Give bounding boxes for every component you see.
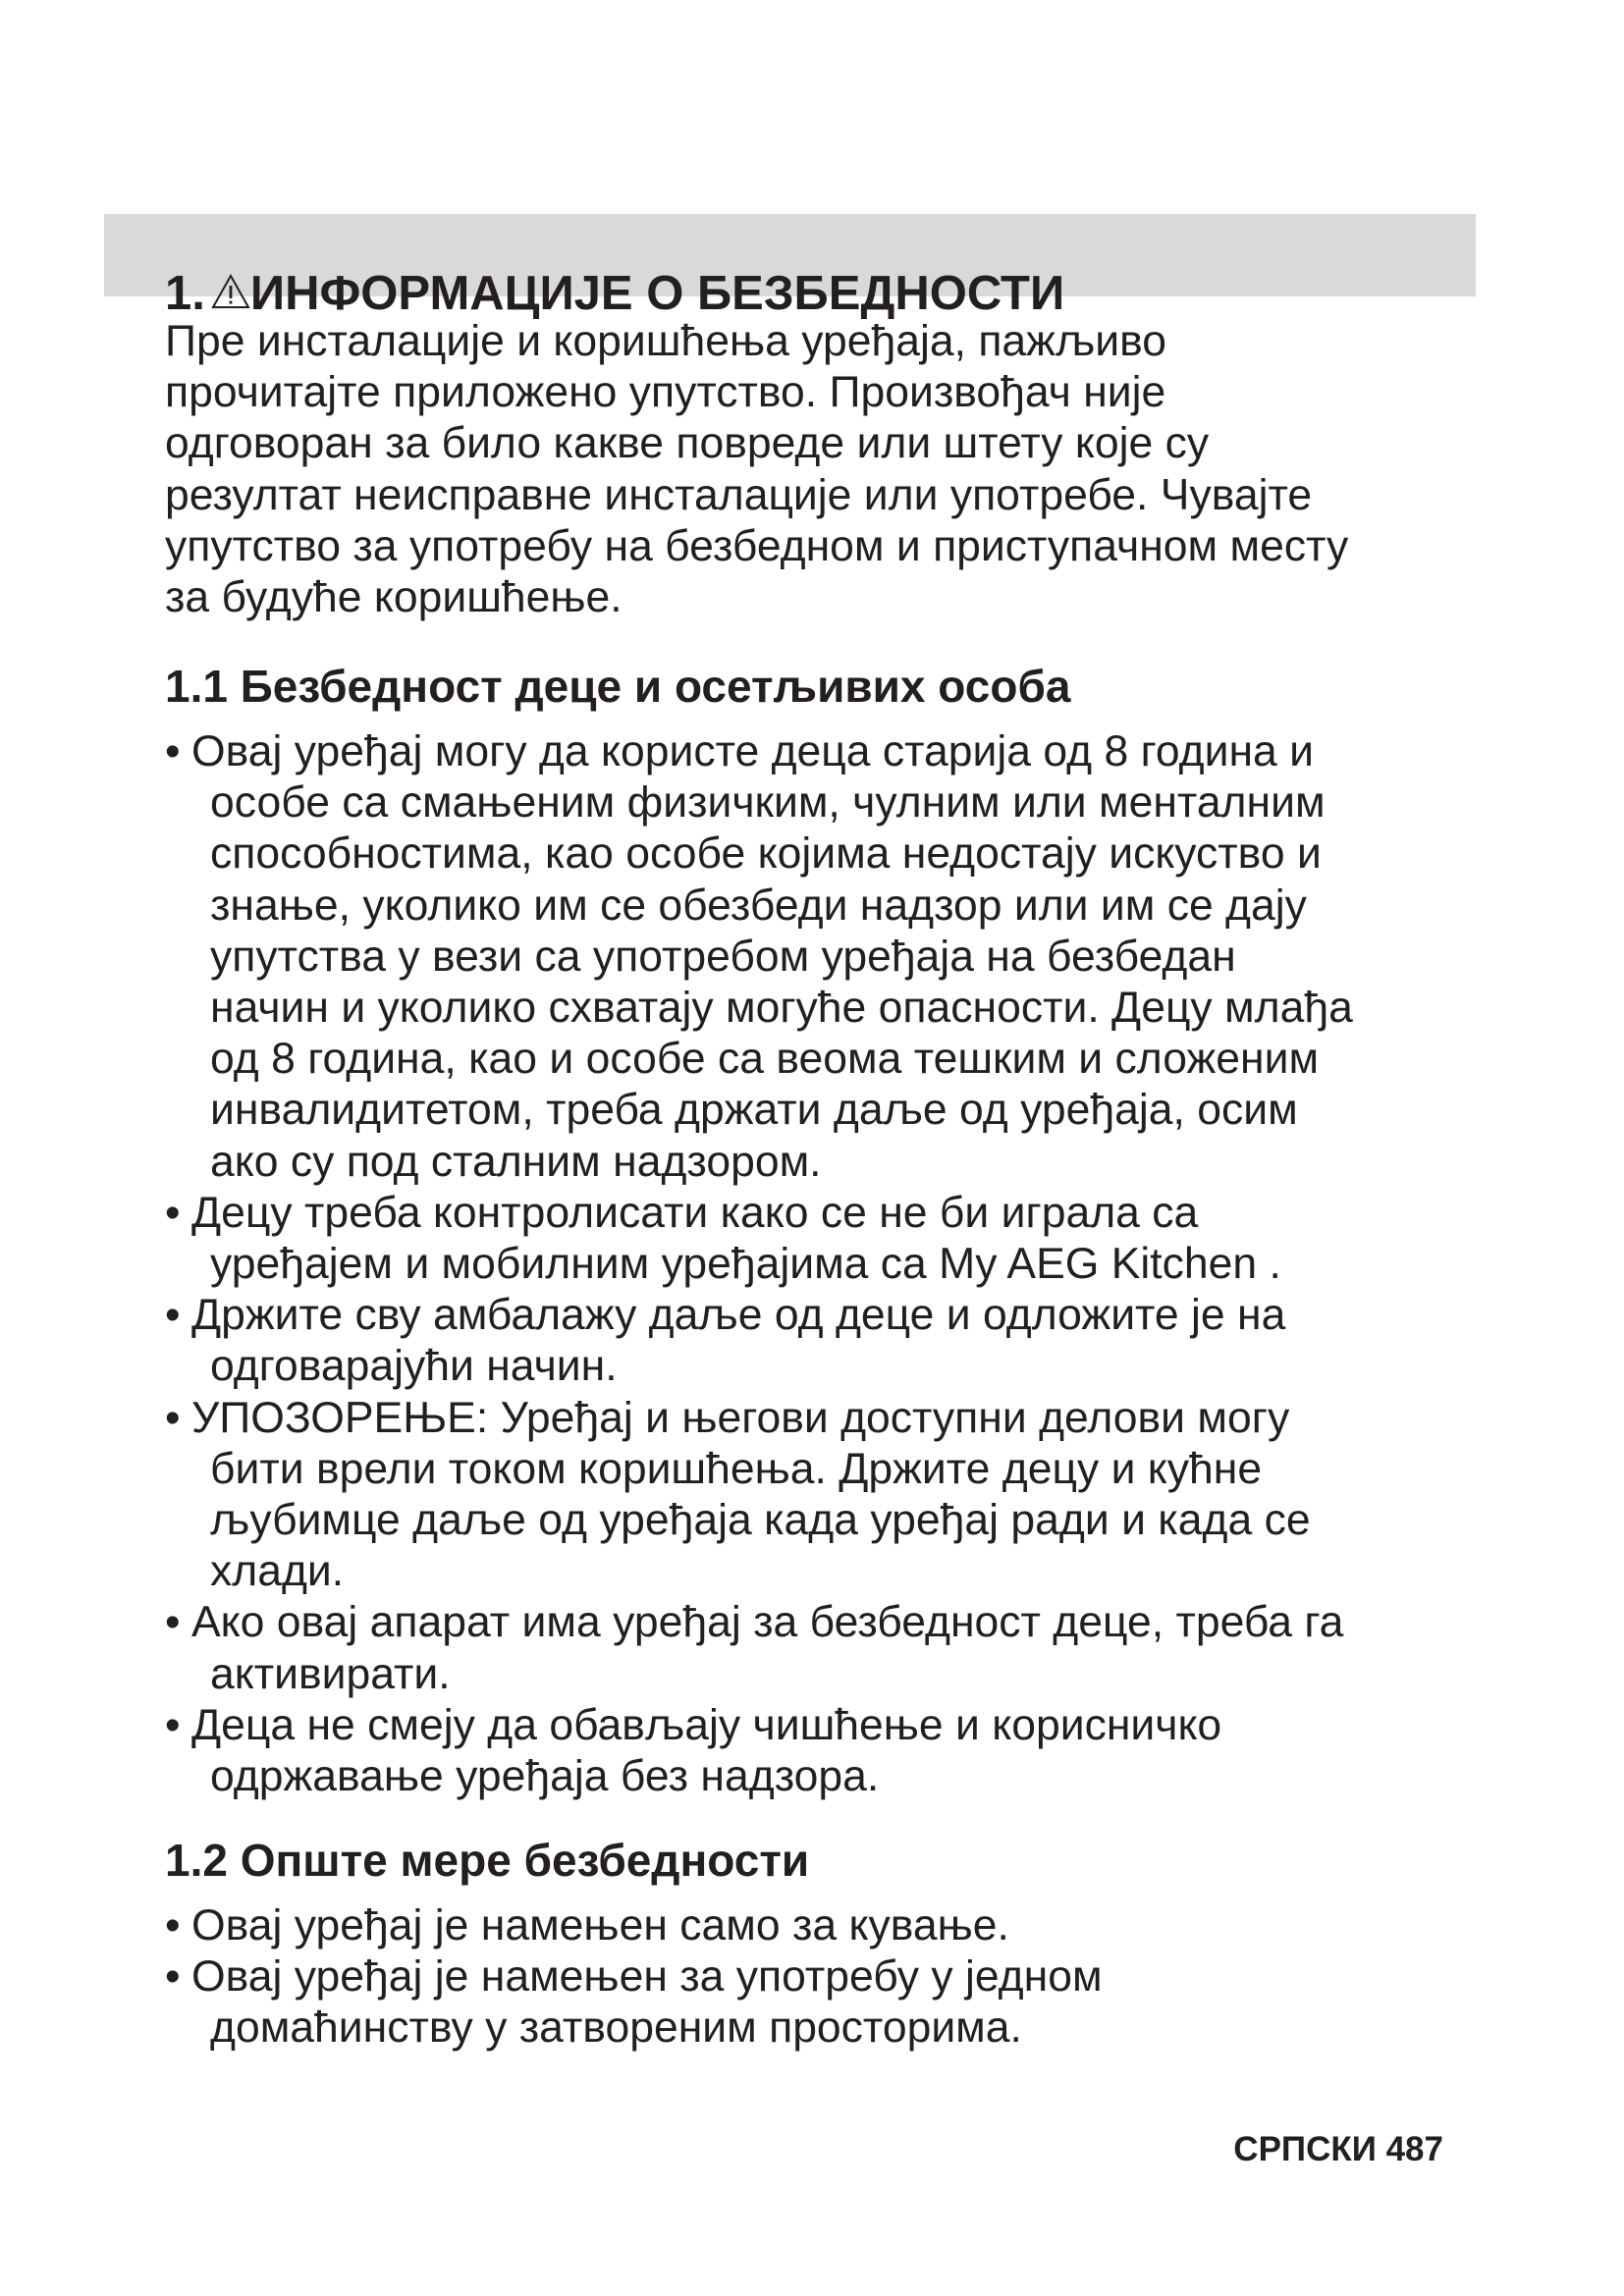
intro-line: прочитајте приложено упутство. Произвођач није [165, 368, 1166, 417]
list-item-line: Овај уређај је намењен за употребу у једном [191, 1952, 1103, 2002]
bullet-icon: • [165, 1393, 181, 1442]
list-item-line: љубимце даље од уређаја када уређај ради и када се [210, 1496, 1311, 1545]
intro-line: одговоран за било какве повреде или штету које су [165, 419, 1210, 468]
intro-line: Пре инсталације и коришћења уређаја, пажљиво [165, 317, 1167, 365]
subsection-heading-general-safety: 1.2 Опште мере безбедности [165, 1835, 810, 1886]
list-item [165, 1900, 1481, 1951]
list-item-line: домаћинству у затвореним просторима. [210, 2003, 1022, 2053]
list-item [165, 1290, 1481, 1392]
list-item-line: бити врели током коришћења. Држите децу и кућне [210, 1444, 1263, 1493]
list-item [165, 1597, 1481, 1699]
list-item-line: Овај уређај је намењен само за кување. [191, 1901, 1009, 1949]
bullet-icon: • [165, 1901, 181, 1949]
warning-triangle-icon [211, 274, 250, 309]
list-item-line: ако су под сталним надзором. [210, 1137, 822, 1186]
list-item [165, 1951, 1481, 2054]
list-item-line: хлади. [210, 1547, 345, 1596]
list-item-line: Овај уређај могу да користе деца старија од 8 година и [191, 727, 1314, 775]
list-item-line: инвалидитетом, треба држати даље од уређаја, осим [210, 1086, 1298, 1135]
list-item-line: одржавање уређаја без надзора. [210, 1752, 880, 1801]
list-item-line: Ако овај апарат има уређај за безбедност деце, треба га [191, 1598, 1344, 1647]
list-item-line: уређајем и мобилним уређајима са My AEG Kitchen . [210, 1240, 1281, 1289]
list-item-line: Деца не смеју да обављају чишћење и корисничко [191, 1700, 1222, 1749]
bullet-icon: • [165, 727, 181, 775]
list-item-line: Држите сву амбалажу даље од деце и одложите је на [191, 1291, 1286, 1340]
bullet-icon: • [165, 1188, 181, 1237]
page-title [165, 264, 1064, 323]
intro-line: упутство за употребу на безбедном и приступачном месту [165, 521, 1349, 570]
list-item-line: одговарајући начин. [210, 1342, 618, 1391]
list-item-line: Децу треба контролисати како се не би играла са [191, 1188, 1199, 1237]
list-item-line: УПОЗОРЕЊЕ: Уређај и његови доступни делови могу [191, 1393, 1290, 1442]
general-safety-list [165, 1900, 1481, 2055]
intro-line: резултат неисправне инсталације или употребе. Чувајте [165, 470, 1313, 519]
bullet-icon: • [165, 1700, 181, 1749]
children-safety-list [165, 726, 1481, 1802]
intro-line: за будуће коришћење. [165, 573, 623, 622]
list-item-line: од 8 година, као и особе са веома тешким и сложеним [210, 1035, 1320, 1084]
section-number: 1. [165, 266, 205, 320]
list-item-line: особе са смањеним физичким, чулним или менталним [210, 778, 1326, 828]
bullet-icon: • [165, 1291, 181, 1340]
page-number-footer: СРПСКИ 487 [1233, 2130, 1443, 2168]
list-item-line: активирати. [210, 1649, 451, 1698]
list-item-line: знање, уколико им се обезбеди надзор или им се дају [210, 881, 1307, 930]
list-item [165, 726, 1481, 1188]
intro-paragraph [165, 316, 1481, 623]
list-item-line: упутства у вези са употребом уређаја на безбедан [210, 932, 1236, 981]
list-item-line: способностима, као особе којима недостају искуство и [210, 829, 1322, 879]
subsection-heading-children-safety: 1.1 Безбедност деце и осетљивих особа [165, 661, 1071, 712]
list-item [165, 1700, 1481, 1802]
bullet-icon: • [165, 1952, 181, 2002]
section-title: ИНФОРМАЦИЈЕ О БЕЗБЕДНОСТИ [249, 266, 1065, 320]
list-item [165, 1188, 1481, 1290]
list-item [165, 1393, 1481, 1598]
list-item-line: начин и уколико схватају могуће опасности. Децу млађа [210, 984, 1353, 1033]
bullet-icon: • [165, 1598, 181, 1647]
